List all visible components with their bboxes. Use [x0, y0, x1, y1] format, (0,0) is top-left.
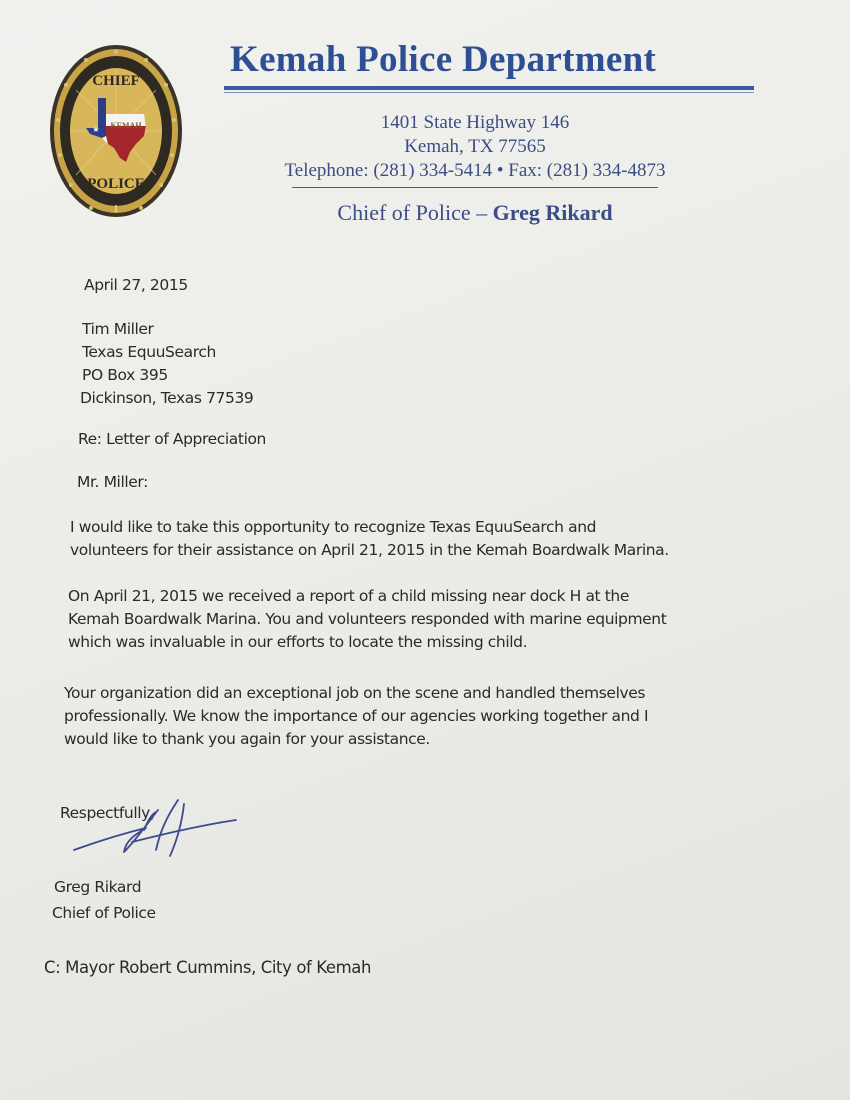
contact-divider: [292, 187, 658, 188]
chief-line: [230, 200, 720, 226]
paragraph-2: [68, 585, 666, 654]
paragraph-1: [70, 516, 669, 562]
recipient-address-2: Dickinson, Texas 77539: [80, 389, 254, 407]
subject-line: Re: Letter of Appreciation: [78, 430, 266, 448]
phone-fax-line: Telephone: (281) 334-5414 • Fax: (281) 334-4873: [284, 160, 666, 181]
carbon-copy-line: C: Mayor Robert Cummins, City of Kemah: [44, 958, 372, 977]
letter-date: April 27, 2015: [84, 276, 188, 294]
paragraph-line: volunteers for their assistance on April 21, 2015 in the Kemah Boardwalk Marina.: [70, 541, 669, 559]
header-divider-thin: [224, 92, 754, 93]
paragraph-line: On April 21, 2015 we received a report of a child missing near dock H at the: [68, 587, 629, 605]
signer-title: Chief of Police: [52, 904, 156, 922]
signer-name: Greg Rikard: [54, 878, 142, 896]
recipient-address-1: PO Box 395: [82, 366, 168, 384]
salutation: Mr. Miller:: [77, 473, 148, 491]
svg-text:★: ★: [92, 125, 100, 134]
recipient-name: Tim Miller: [82, 320, 154, 338]
chief-prefix: Chief of Police –: [337, 200, 493, 225]
svg-text:KEMAH: KEMAH: [110, 121, 142, 130]
paragraph-line: I would like to take this opportunity to recognize Texas EquuSearch and: [70, 518, 597, 536]
department-title: Kemah Police Department: [230, 39, 657, 80]
recipient-organization: Texas EquuSearch: [82, 343, 216, 361]
svg-text:CHIEF: CHIEF: [92, 73, 140, 89]
closing: Respectfully,: [60, 804, 155, 822]
paragraph-line: which was invaluable in our efforts to locate the missing child.: [68, 633, 528, 651]
paragraph-line: Your organization did an exceptional job on the scene and handled themselves: [64, 684, 646, 702]
header-divider: [224, 86, 754, 90]
chief-name: Greg Rikard: [492, 200, 613, 225]
address-line-1: 1401 State Highway 146: [380, 112, 570, 133]
paragraph-line: professionally. We know the importance of our agencies working together and I: [64, 707, 649, 725]
address-line-2: Kemah, TX 77565: [404, 136, 546, 157]
svg-text:1: 1: [113, 203, 119, 215]
handwritten-signature-icon: [66, 790, 246, 870]
paragraph-3: [64, 682, 648, 751]
paragraph-line: would like to thank you again for your assistance.: [64, 730, 430, 748]
paragraph-line: Kemah Boardwalk Marina. You and volunteers responded with marine equipment: [68, 610, 667, 628]
police-badge-icon: [46, 40, 186, 222]
svg-text:POLICE: POLICE: [87, 176, 145, 192]
